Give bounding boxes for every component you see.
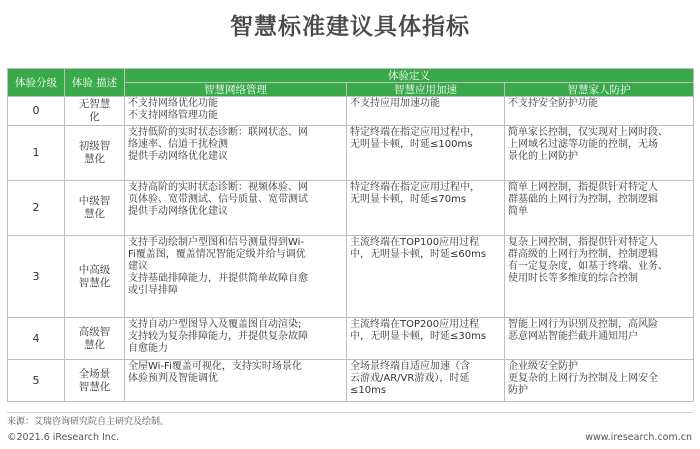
source-note: 来源：艾瑞咨询研究院自主研究及绘制。 (7, 417, 170, 427)
network-cell: 支持高阶的实时状态诊断：视频体验、网 页体验、宽带测试、信号质量、宽带测试 提供手动网络优化建议 (125, 181, 347, 236)
protection-cell: 简单家长控制，仅实现对上网时段、 上网域名过滤等功能的控制，无场 景化的上网防护 (505, 126, 694, 181)
network-cell: 支持自动户型图导入及覆盖图自动渲染; 支持较为复杂排障能力，并提供复杂故障 自愈能力 (125, 318, 347, 360)
network-cell: 支持低阶的实时状态诊断：联网状态、网 络速率、信道干扰检测 提供手动网络优化建议 (125, 126, 347, 181)
protection-cell: 企业级安全防护 更复杂的上网行为控制及上网安全 防护 (505, 360, 694, 402)
header-level: 体验分级 (8, 69, 65, 97)
indicator-table (7, 68, 694, 402)
table-row (8, 126, 694, 181)
network-cell: 全屋Wi-Fi覆盖可视化，支持实时场景化 体验预判及智能调优 (125, 360, 347, 402)
desc-cell: 无智慧 化 (65, 97, 125, 126)
level-cell: 3 (8, 236, 65, 318)
header-protection: 智慧家人防护 (505, 83, 694, 97)
copyright: ©2021.6 iResearch Inc. (7, 432, 120, 443)
table-row (8, 236, 694, 318)
desc-cell: 高级智 慧化 (65, 318, 125, 360)
header-network: 智慧网络管理 (125, 83, 347, 97)
acceleration-cell: 主流终端在TOP200应用过程 中，无明显卡顿，时延≤30ms (347, 318, 505, 360)
acceleration-cell: 特定终端在指定应用过程中， 无明显卡顿，时延≤70ms (347, 181, 505, 236)
protection-cell: 复杂上网控制，指提供针对特定人 群高级的上网行为控制，控制逻辑 有一定复杂度，如基于终端、业务、 使用时长等多维度的综合控制 (505, 236, 694, 318)
header-acceleration: 智慧应用加速 (347, 83, 505, 97)
page-title: 智慧标准建议具体指标 (230, 14, 470, 40)
level-cell: 2 (8, 181, 65, 236)
protection-cell: 智能上网行为识别及控制，高风险 恶意网站智能拦截并通知用户 (505, 318, 694, 360)
website-link[interactable]: www.iresearch.com.cn (585, 432, 692, 443)
acceleration-cell: 全场景终端自适应加速（含 云游戏/AR/VR游戏），时延 ≤10ms (347, 360, 505, 402)
protection-cell: 简单上网控制，指提供针对特定人 群基础的上网行为控制，控制逻辑 简单 (505, 181, 694, 236)
level-cell: 4 (8, 318, 65, 360)
network-cell: 不支持网络优化功能 不支持网络管理功能 (125, 97, 347, 126)
desc-cell: 初级智 慧化 (65, 126, 125, 181)
table-row (8, 318, 694, 360)
header-description: 体验 描述 (65, 69, 125, 97)
table-row (8, 97, 694, 126)
protection-cell: 不支持安全防护功能 (505, 97, 694, 126)
acceleration-cell: 特定终端在指定应用过程中， 无明显卡顿，时延≤100ms (347, 126, 505, 181)
table-row (8, 181, 694, 236)
acceleration-cell: 主流终端在TOP100应用过程 中，无明显卡顿，时延≤60ms (347, 236, 505, 318)
desc-cell: 中高级 智慧化 (65, 236, 125, 318)
footer-divider (7, 412, 693, 413)
acceleration-cell: 不支持应用加速功能 (347, 97, 505, 126)
level-cell: 1 (8, 126, 65, 181)
network-cell: 支持手动绘制户型图和信号测量得到Wi- Fi覆盖图，覆盖情况智能定级并给与调优 建议 支持基础排障能力，并提供简单故障自愈 或引导排障 (125, 236, 347, 318)
desc-cell: 全场景 智慧化 (65, 360, 125, 402)
header-definition: 体验定义 (125, 69, 694, 83)
table-row (8, 360, 694, 402)
desc-cell: 中级智 慧化 (65, 181, 125, 236)
level-cell: 0 (8, 97, 65, 126)
level-cell: 5 (8, 360, 65, 402)
